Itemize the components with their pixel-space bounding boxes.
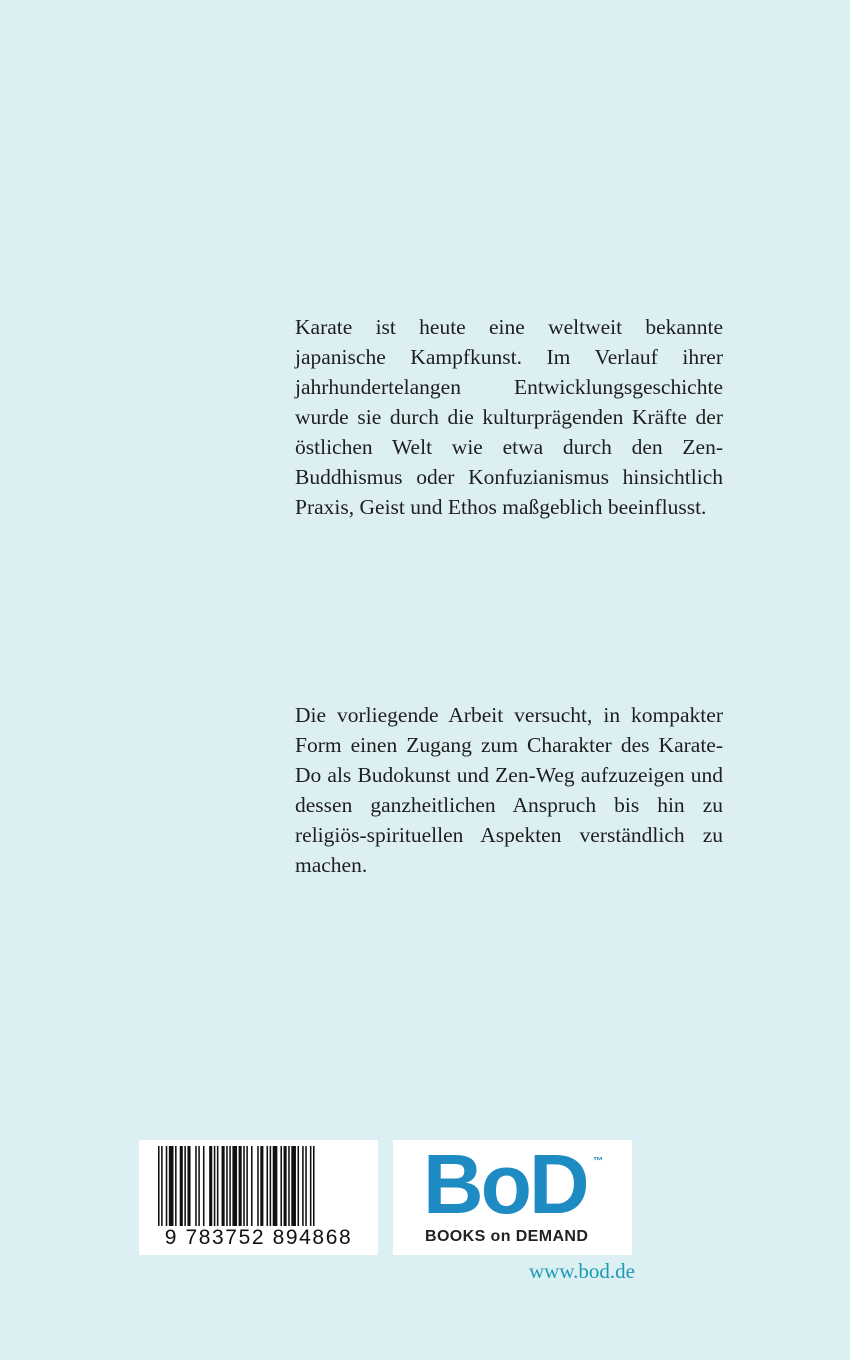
bod-logo-text: BoD bbox=[423, 1137, 587, 1231]
barcode-bar bbox=[291, 1146, 296, 1226]
isbn-digits: 9 783752 894868 bbox=[164, 1226, 353, 1249]
barcode-bar bbox=[175, 1146, 177, 1226]
barcode-bar bbox=[214, 1146, 216, 1226]
publisher-tagline: BOOKS on DEMAND bbox=[425, 1228, 589, 1245]
barcode-bar bbox=[217, 1146, 219, 1226]
barcode-bar bbox=[232, 1146, 237, 1226]
publisher-website[interactable]: www.bod.de bbox=[529, 1259, 635, 1283]
barcode-bar bbox=[243, 1146, 245, 1226]
trademark-symbol: ™ bbox=[593, 1156, 603, 1167]
barcode-bar bbox=[305, 1146, 307, 1226]
barcode-bar bbox=[187, 1146, 190, 1226]
barcode-bar bbox=[195, 1146, 197, 1226]
barcode-bar bbox=[257, 1146, 259, 1226]
barcode-bar bbox=[310, 1146, 312, 1226]
barcode-bar bbox=[203, 1146, 205, 1226]
isbn-barcode bbox=[139, 1140, 378, 1255]
barcode-bar bbox=[198, 1146, 200, 1226]
barcode-bar bbox=[280, 1146, 282, 1226]
barcode-bar bbox=[180, 1146, 183, 1226]
barcode-bar bbox=[229, 1146, 231, 1226]
barcode-bar bbox=[260, 1146, 263, 1226]
barcode-bar bbox=[313, 1146, 315, 1226]
barcode-bar bbox=[302, 1146, 304, 1226]
barcode-bar bbox=[169, 1146, 174, 1226]
barcode-bar bbox=[288, 1146, 290, 1226]
barcode-bar bbox=[298, 1146, 300, 1226]
barcode-bar bbox=[239, 1146, 242, 1226]
barcode-bar bbox=[161, 1146, 163, 1226]
blurb-paragraph-1: Karate ist heute eine weltweit bekannte japanische Kampfkunst. Im Verlauf ihrer jahrhundertelangen Entwicklungsgeschichte wurde sie durch die kulturprägenden Kräfte der östlichen Welt wie etwa durch den Zen-Buddhismus oder Konfuzianismus hinsichtlich Praxis, Geist und Ethos maßgeblich beeinflusst. bbox=[295, 315, 723, 519]
barcode-bar bbox=[270, 1146, 272, 1226]
barcode-bar bbox=[158, 1146, 160, 1226]
barcode-bar bbox=[222, 1146, 225, 1226]
barcode-bar bbox=[209, 1146, 212, 1226]
barcode-bar bbox=[246, 1146, 248, 1226]
barcode-bar bbox=[273, 1146, 278, 1226]
barcode-bar bbox=[184, 1146, 186, 1226]
blurb-paragraph-2: Die vorliegende Arbeit versucht, in kompakter Form einen Zugang zum Charakter des Karate-Do als Budokunst und Zen-Weg aufzuzeigen und dessen ganzheitlichen Anspruch bis hin zu religiös-spirituellen Aspekten verständlich zu machen. bbox=[295, 703, 723, 877]
barcode-bar bbox=[166, 1146, 168, 1226]
barcode-bar bbox=[267, 1146, 269, 1226]
barcode-bar bbox=[226, 1146, 228, 1226]
barcode-bar bbox=[284, 1146, 287, 1226]
publisher-logo bbox=[393, 1137, 632, 1255]
barcode-bar bbox=[251, 1146, 253, 1226]
